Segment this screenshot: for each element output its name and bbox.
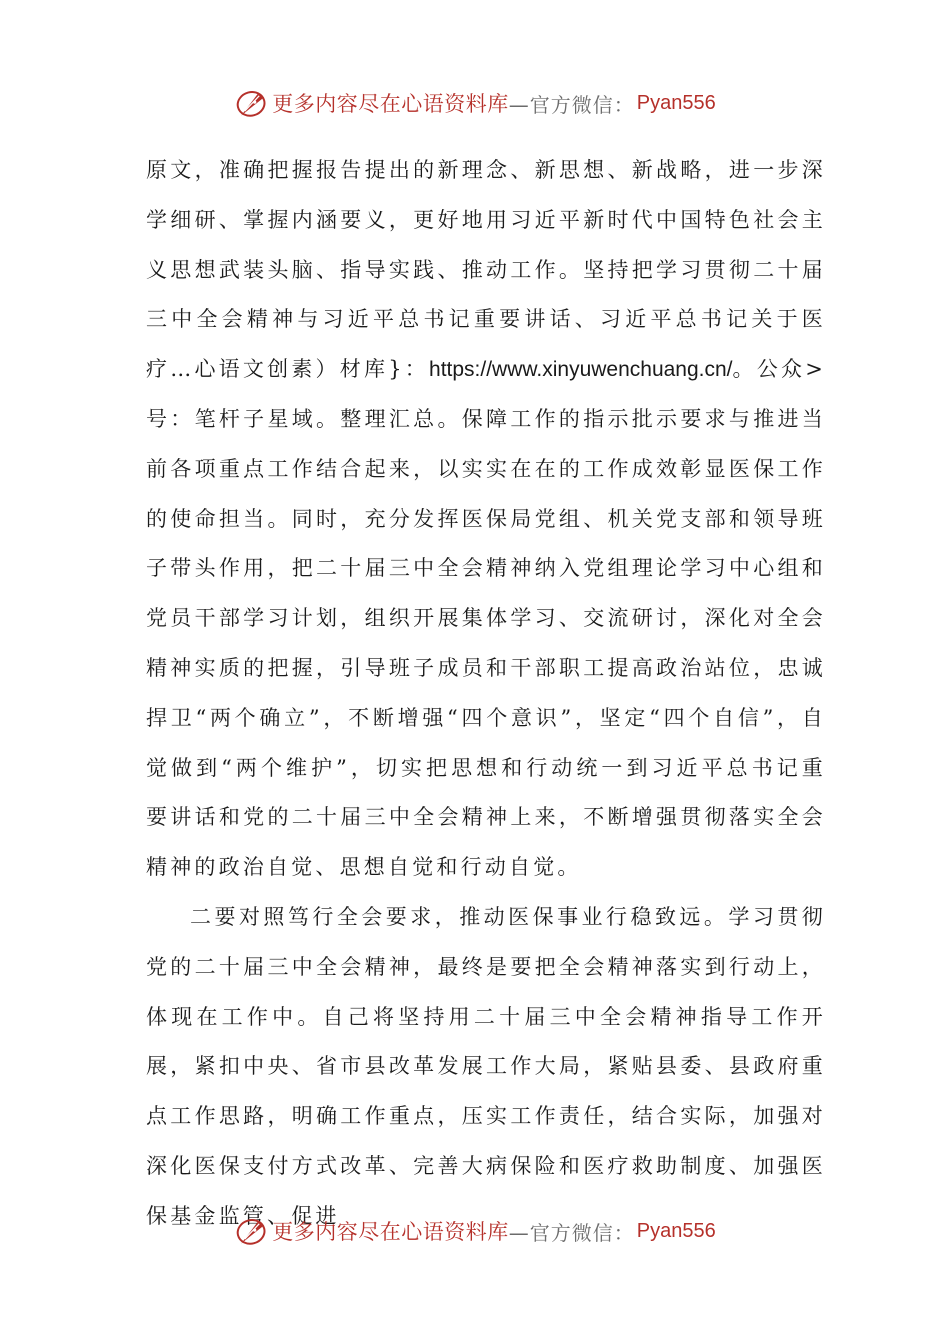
- website-url: https://www.xinyuwenchuang.cn/: [429, 358, 733, 382]
- header-banner: [0, 83, 950, 123]
- footer-banner: [0, 1211, 950, 1251]
- pen-nib-logo-icon: [234, 85, 270, 121]
- paragraph-2: 二要对照笃行全会要求，推动医保事业行稳致远。学习贯彻党的二十届三中全会精神，最终是要把全会精神落实到行动上，体现在工作中。自己将坚持用二十届三中全会精神指导工作开展，紧扣中央、省市县改革发展工作大局，紧贴县委、县政府重点工作思路，明确工作重点，压实工作责任，结合实际，加强对深化医保支付方式改革、完善大病保险和医疗救助制度、加强医保基金监管、促进: [146, 904, 826, 1228]
- banner-wechat-id: Pyan556: [636, 1219, 716, 1242]
- paragraph-1: [146, 146, 826, 893]
- document-body: [146, 146, 826, 1242]
- pen-nib-logo-icon: [234, 1213, 270, 1249]
- banner-wechat-label: —官方微信：: [508, 92, 635, 117]
- banner-wechat-label: —官方微信：: [508, 1220, 635, 1245]
- paragraph-1-text-b: 。公众>号：笔杆子星域。整理汇总。保障工作的指示批示要求与推进当前各项重点工作结合起来，以实实在在的工作成效彰显医保工作的使命担当。同时，充分发挥医保局党组、机关党支部和领导班子带头作用，把二十届三中全会精神纳入党组理论学习中心组和党员干部学习计划，组织开展集体学习、交流研讨，深化对全会精神实质的把握，引导班子成员和干部职工提高政治站位，忠诚捍卫“两个确立”，不断增强“四个意识”，坚定“四个自信”，自觉做到“两个维护”，切实把思想和行动统一到习近平总书记重要讲话和党的二十届三中全会精神上来，不断增强贯彻落实全会精神的政治自觉、思想自觉和行动自觉。: [146, 357, 826, 880]
- banner-main-text: 更多内容尽在心语资料库: [272, 92, 509, 116]
- banner-main-text: 更多内容尽在心语资料库: [272, 1220, 509, 1244]
- banner-wechat-id: Pyan556: [636, 91, 716, 114]
- paragraph-1-text-a: 原文，准确把握报告提出的新理念、新思想、新战略，进一步深学细研、掌握内涵要义，更好地用习近平新时代中国特色社会主义思想武装头脑、指导实践、推动工作。坚持把学习贯彻二十届三中全会精神与习近平总书记重要讲话、习近平总书记关于医疗…心语文创素）材库}：: [146, 158, 826, 382]
